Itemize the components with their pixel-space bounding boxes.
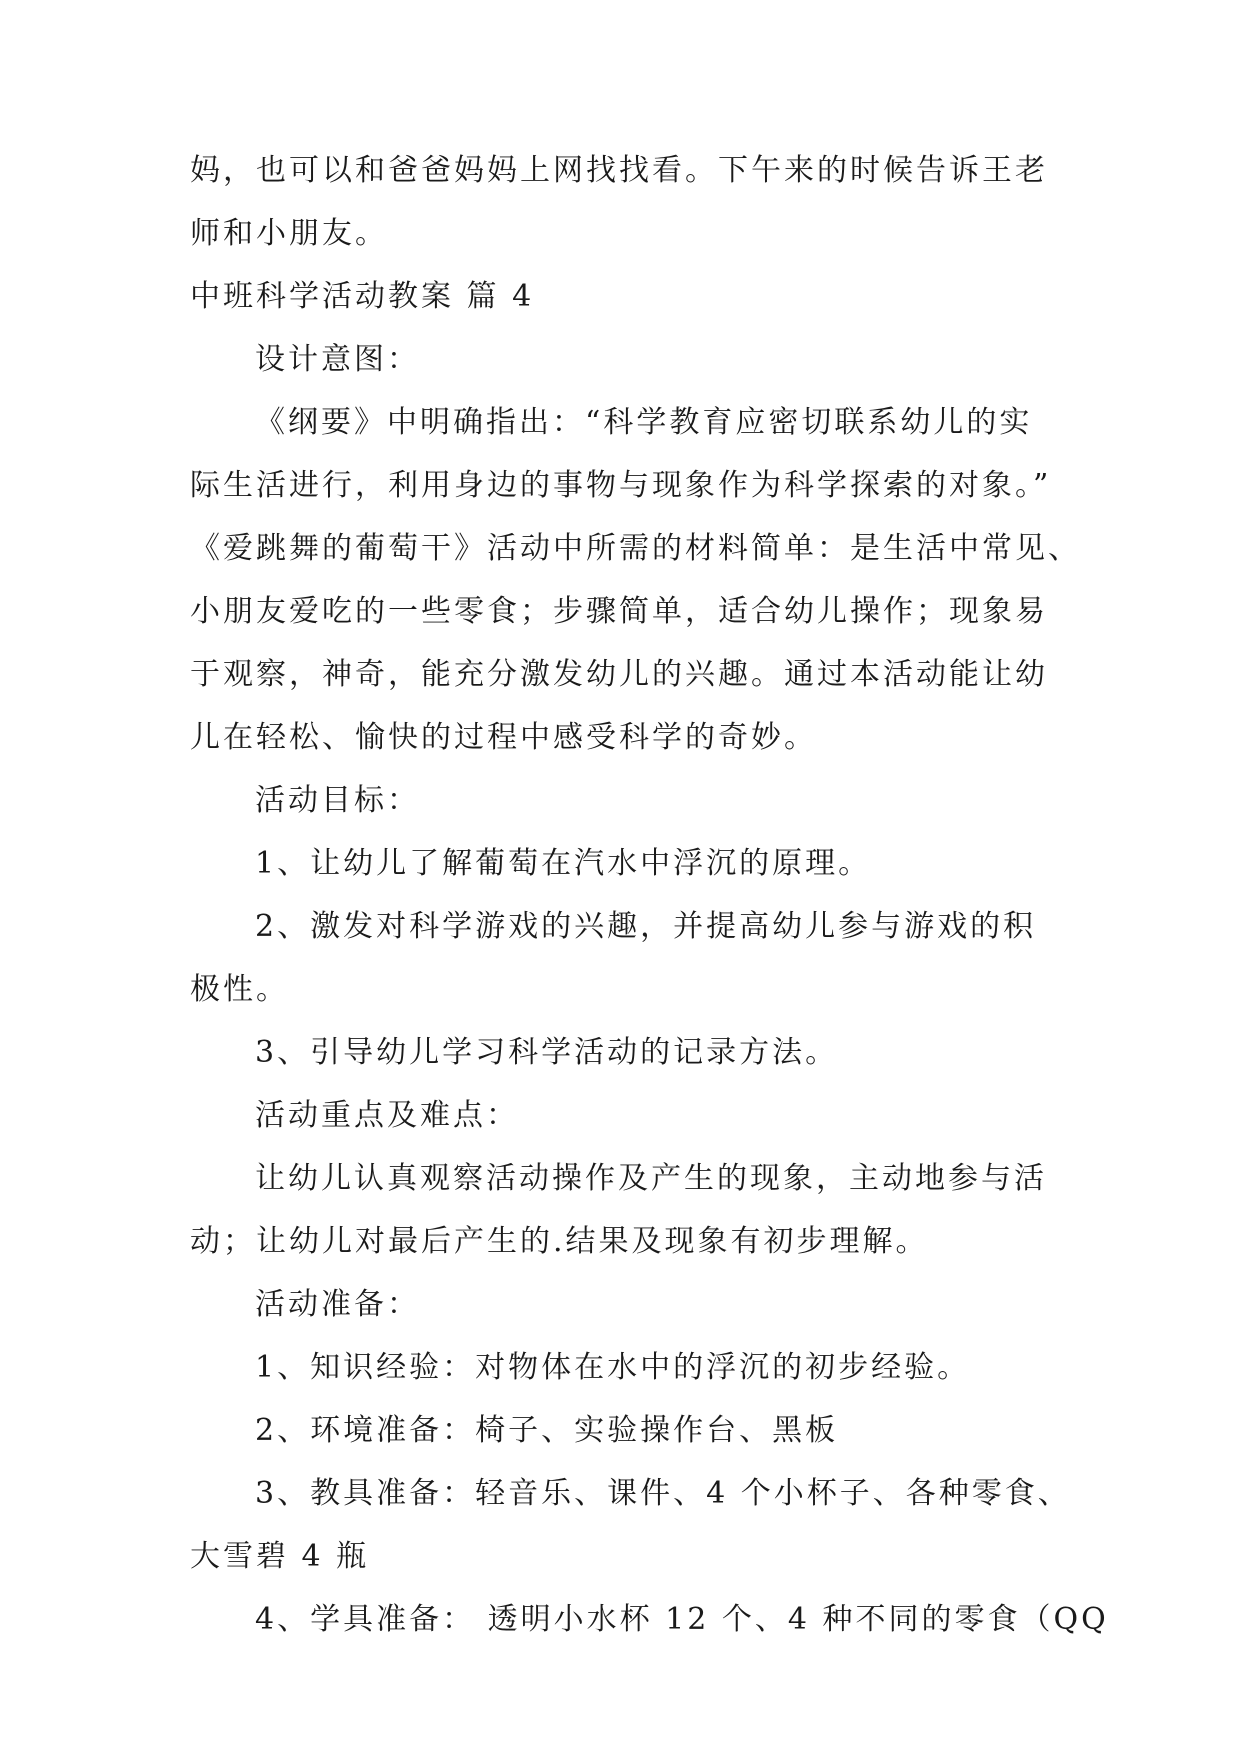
subheading-design-intent: 设计意图： bbox=[255, 342, 420, 377]
text-line: 极性。 bbox=[190, 972, 289, 1007]
text-line: 妈，也可以和爸爸妈妈上网找找看。下午来的时候告诉王老 bbox=[190, 153, 1048, 188]
list-item: 3、引导幼儿学习科学活动的记录方法。 bbox=[255, 1035, 839, 1070]
text-line: 动；让幼儿对最后产生的.结果及现象有初步理解。 bbox=[190, 1224, 929, 1259]
text-line: 大雪碧 4 瓶 bbox=[190, 1539, 370, 1574]
list-item: 1、知识经验：对物体在水中的浮沉的初步经验。 bbox=[255, 1350, 971, 1385]
text-line: 《爱跳舞的葡萄干》活动中所需的材料简单：是生活中常见、 bbox=[190, 531, 1081, 566]
subheading-activity-goals: 活动目标： bbox=[255, 783, 420, 818]
text-line: 于观察，神奇，能充分激发幼儿的兴趣。通过本活动能让幼 bbox=[190, 657, 1048, 692]
list-item: 2、环境准备：椅子、实验操作台、黑板 bbox=[255, 1413, 839, 1448]
list-item: 4、学具准备： 透明小水杯 12 个、4 种不同的零食（QQ bbox=[255, 1602, 1109, 1637]
list-item: 3、教具准备：轻音乐、课件、4 个小杯子、各种零食、 bbox=[255, 1476, 1071, 1511]
list-item: 1、让幼儿了解葡萄在汽水中浮沉的原理。 bbox=[255, 846, 872, 881]
subheading-preparation: 活动准备： bbox=[255, 1287, 420, 1322]
subheading-key-points: 活动重点及难点： bbox=[255, 1098, 519, 1133]
section-heading: 中班科学活动教案 篇 4 bbox=[190, 279, 535, 314]
text-line: 师和小朋友。 bbox=[190, 216, 388, 251]
text-line: 让幼儿认真观察活动操作及产生的现象，主动地参与活 bbox=[255, 1161, 1047, 1196]
text-line: 儿在轻松、愉快的过程中感受科学的奇妙。 bbox=[190, 720, 817, 755]
text-line: 《纲要》中明确指出：“科学教育应密切联系幼儿的实 bbox=[255, 405, 1033, 440]
text-line: 际生活进行，利用身边的事物与现象作为科学探索的对象。” bbox=[190, 468, 1052, 503]
text-line: 小朋友爱吃的一些零食；步骤简单，适合幼儿操作；现象易 bbox=[190, 594, 1048, 629]
list-item: 2、激发对科学游戏的兴趣，并提高幼儿参与游戏的积 bbox=[255, 909, 1037, 944]
